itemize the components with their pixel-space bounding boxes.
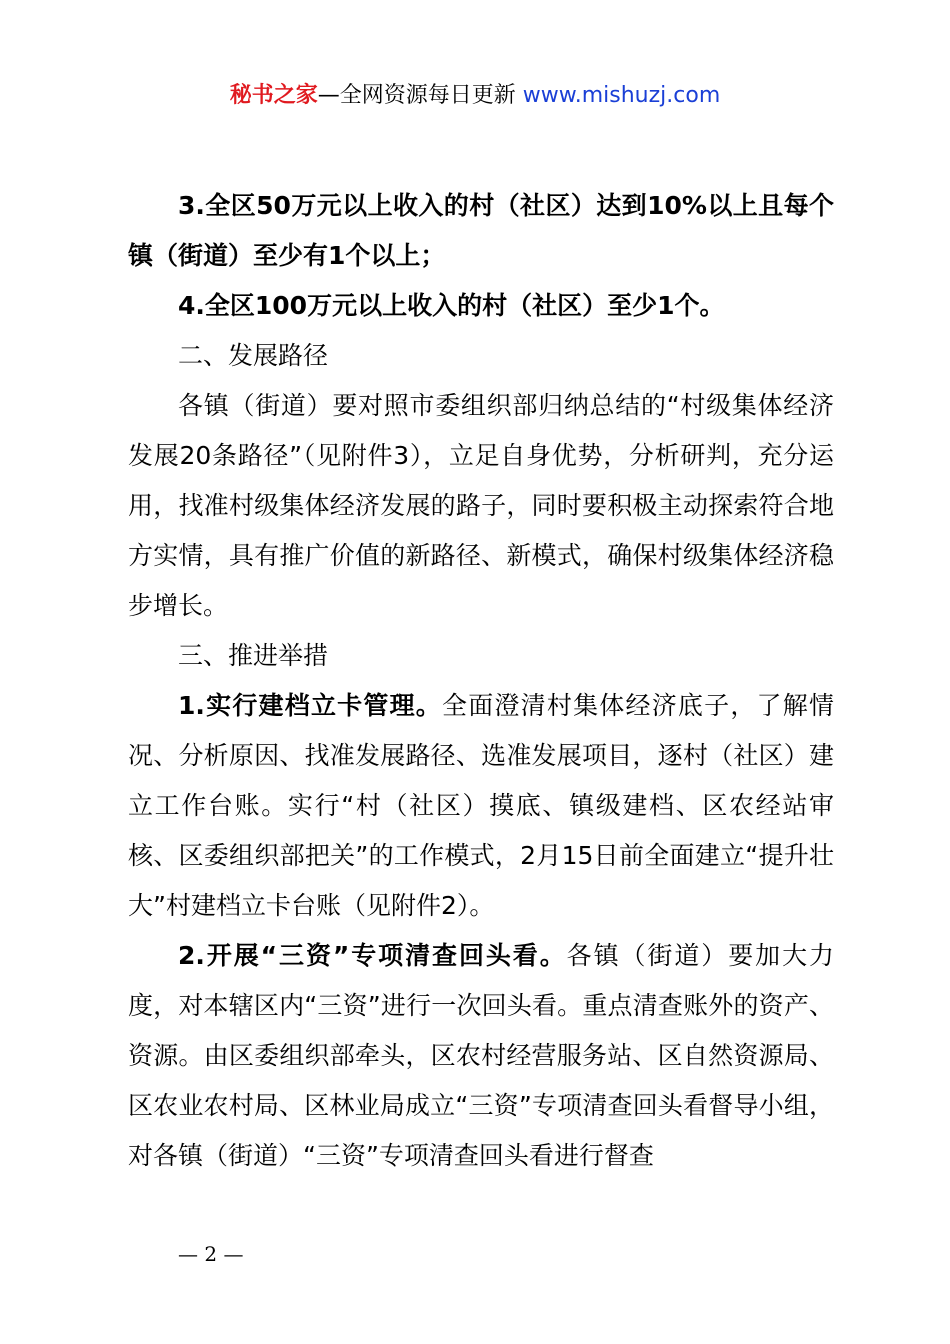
paragraph-text: 三、推进举措	[178, 641, 329, 670]
paragraph-development-path	[128, 381, 834, 631]
paragraph-bold-lead: 1.实行建档立卡管理。	[178, 691, 443, 720]
page-number: — 2 —	[178, 1242, 244, 1266]
paragraph-bold-lead: 4.全区100万元以上收入的村（社区）至少1个。	[178, 291, 725, 320]
document-body	[128, 181, 834, 1181]
paragraph-bold-lead: 2.开展“三资”专项清查回头看。	[178, 941, 567, 970]
paragraph-target-4	[128, 281, 834, 331]
website-link[interactable]: www.mishuzj.com	[522, 83, 721, 108]
paragraph-text: 各镇（街道）要加大力度，对本辖区内“三资”进行一次回头看。重点清查账外的资产、资源。由区委组织部牵头，区农村经营服务站、区自然资源局、区农业农村局、区林业局成立“三资”专项清查回头看督导小组，对各镇（街道）“三资”专项清查回头看进行督查	[128, 941, 834, 1170]
paragraph-text: 全面澄清村集体经济底子，了解情况、分析原因、找准发展路径、选准发展项目，逐村（社区）建立工作台账。实行“村（社区）摸底、镇级建档、区农经站审核、区委组织部把关”的工作模式，2月15日前全面建立“提升壮大”村建档立卡台账（见附件2）。	[128, 691, 834, 920]
paragraph-bold-lead: 3.全区50万元以上收入的村（社区）达到10%以上且每个镇（街道）至少有1个以上；	[128, 191, 834, 270]
header-tagline: —全网资源每日更新	[317, 83, 523, 108]
document-header	[0, 80, 950, 112]
paragraph-text: 各镇（街道）要对照市委组织部归纳总结的“村级集体经济发展20条路径”（见附件3），立足自身优势，分析研判，充分运用，找准村级集体经济发展的路子，同时要积极主动探索符合地方实情，具有推广价值的新路径、新模式，确保村级集体经济稳步增长。	[128, 391, 834, 620]
paragraph-text: 二、发展路径	[178, 341, 329, 370]
section-heading-measures	[128, 631, 834, 681]
paragraph-target-3	[128, 181, 834, 281]
brand-name: 秘书之家	[229, 83, 318, 108]
paragraph-measure-1	[128, 681, 834, 931]
paragraph-measure-2	[128, 931, 834, 1181]
section-heading-development-path	[128, 331, 834, 381]
